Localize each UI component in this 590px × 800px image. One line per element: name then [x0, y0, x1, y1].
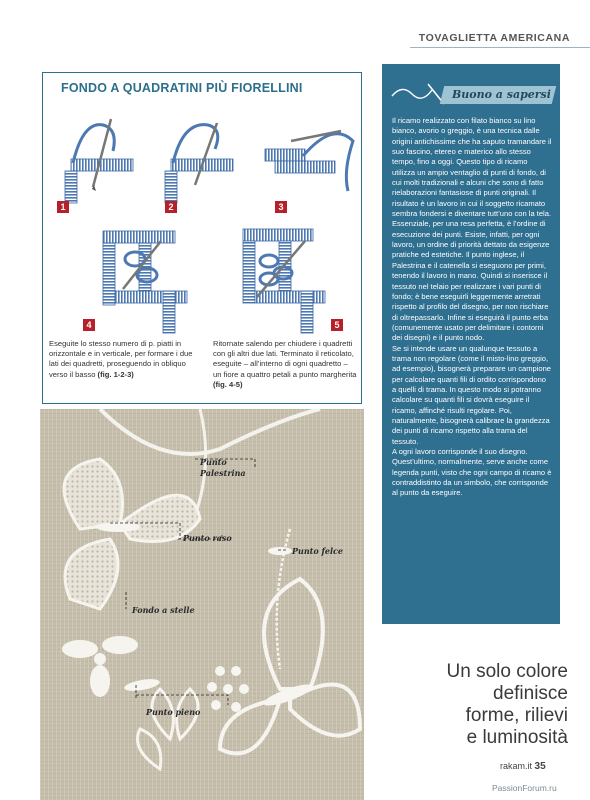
step-badge-4: 4 [83, 319, 95, 331]
tagline-line: Un solo colore [446, 661, 568, 682]
tagline-line: e luminosità [466, 727, 568, 748]
footer-site[interactable]: rakam.it [500, 761, 533, 771]
caption-right [213, 339, 357, 390]
step-badge-3: 3 [275, 201, 287, 213]
section-title: TOVAGLIETTA AMERICANA [418, 32, 570, 44]
sidebar-body [392, 116, 552, 499]
label-punto-palestrina [200, 457, 260, 479]
label-fondo-a-stelle: Fondo a stelle [132, 605, 195, 615]
embroidery-photo [40, 409, 364, 800]
label-punto-raso: Punto raso [183, 533, 232, 543]
sidebar-paragraph: Se si intende usare un qualunque tessuto a trama non regolare (come il misto-lino greggio, ad esempio), bisognerà preparare un campione per calcolare quanti fili di ordito corrispondono a quelli di trama. In questo modo si potranno calcolare su quanti fili si dovrà eseguire il ricamo, affinché risulti regolare. Poi, naturalmente, bisognerà calibrare la grandezza dei punti di ricamo rispetto alla trama del tessuto. [392, 343, 552, 446]
fig-3-diagram [265, 131, 353, 191]
label-punto-pieno: Punto pieno [146, 707, 201, 717]
sidebar-paragraph: Essenziale, per una resa perfetta, è l’ordine di esecuzione dei punti. Esiste, infatti, per ogni lavoro, un ordine di priorità dettato da esigenze pratiche ed estetiche. Il punto inglese, il Palestrina e il catenella si eseguono per primi, tenendo il lavoro in mano. Quindi si inserisce il tessuto nel telaio per realizzare i vari punti di fondo; è bene eseguirli leggermente arretrati rispetto al profilo del disegno, per non rischiare di oltrepassarlo. Infine si eseguirà il punto erba (comunemente usato per delimitare i contorni dei disegni) e il punto nodo. [392, 219, 550, 343]
step-badge-5: 5 [331, 319, 343, 331]
tagline-line: forme, rilievi [465, 705, 568, 726]
step-badge-1: 1 [57, 201, 69, 213]
fig-4-diagram [103, 231, 187, 333]
caption-right-text: Ritornate salendo per chiudere i quadretti con gli altri due lati. Terminato il reticolato, eseguite – all’interno di ogni quadretto – un fiore a quattro petali a punto margherita [213, 339, 357, 379]
tagline [392, 661, 568, 749]
watermark: PassionForum.ru [492, 783, 557, 793]
step-badge-2: 2 [165, 201, 177, 213]
section-header [410, 32, 590, 48]
tips-sidebar [382, 64, 560, 624]
fig-5-diagram [243, 229, 325, 333]
label-punto-palestrina-text: Punto Palestrina [200, 457, 246, 478]
sidebar-paragraph: A ogni lavoro corrisponde il suo disegno. Quest’ultimo, normalmente, serve anche come legenda punti, visto che ogni campo di ricamo è contraddistinto da un simbolo, che corrisponde al punto da eseguire. [392, 447, 552, 498]
sidebar-paragraph: Il ricamo realizzato con filato bianco su lino bianco, avorio o greggio, è una tecnica dalle origini antichissime che ha saputo tramandare il suo fascino, etereo e materico allo stesso tempo, fino a oggi. Questo tipo di ricamo utilizza un ampio ventaglio di punti di fondo, di cui molti tradizionali e alcuni che sono di fatto rielaborazioni fantasiose di punti originali. Il risultato è un lavoro in cui il soggetto ricamato sembra fondersi e diventare tutt’uno con la tela. [392, 116, 552, 219]
figure-title: FONDO A QUADRATINI PIÙ FIORELLINI [61, 81, 303, 95]
label-punto-felce: Punto felce [292, 546, 343, 556]
page-number: 35 [534, 761, 546, 772]
caption-left-text: Eseguite lo stesso numero di p. piatti in orizzontale e in verticale, per formare i due lati dei quadretti, proseguendo in obliquo verso il basso [49, 339, 193, 379]
stitch-figure-box [42, 72, 362, 404]
fig-2-diagram [165, 123, 233, 203]
header-rule [410, 47, 590, 48]
stitch-diagrams [43, 101, 361, 341]
tagline-line: definisce [493, 683, 568, 704]
page-footer [500, 761, 546, 772]
caption-left-ref: (fig. 1-2-3) [97, 369, 134, 379]
fig-1-diagram [65, 119, 133, 203]
caption-right-ref: (fig. 4-5) [213, 379, 243, 389]
badge-label: Buono a sapersi [452, 88, 551, 101]
caption-left [49, 339, 199, 380]
